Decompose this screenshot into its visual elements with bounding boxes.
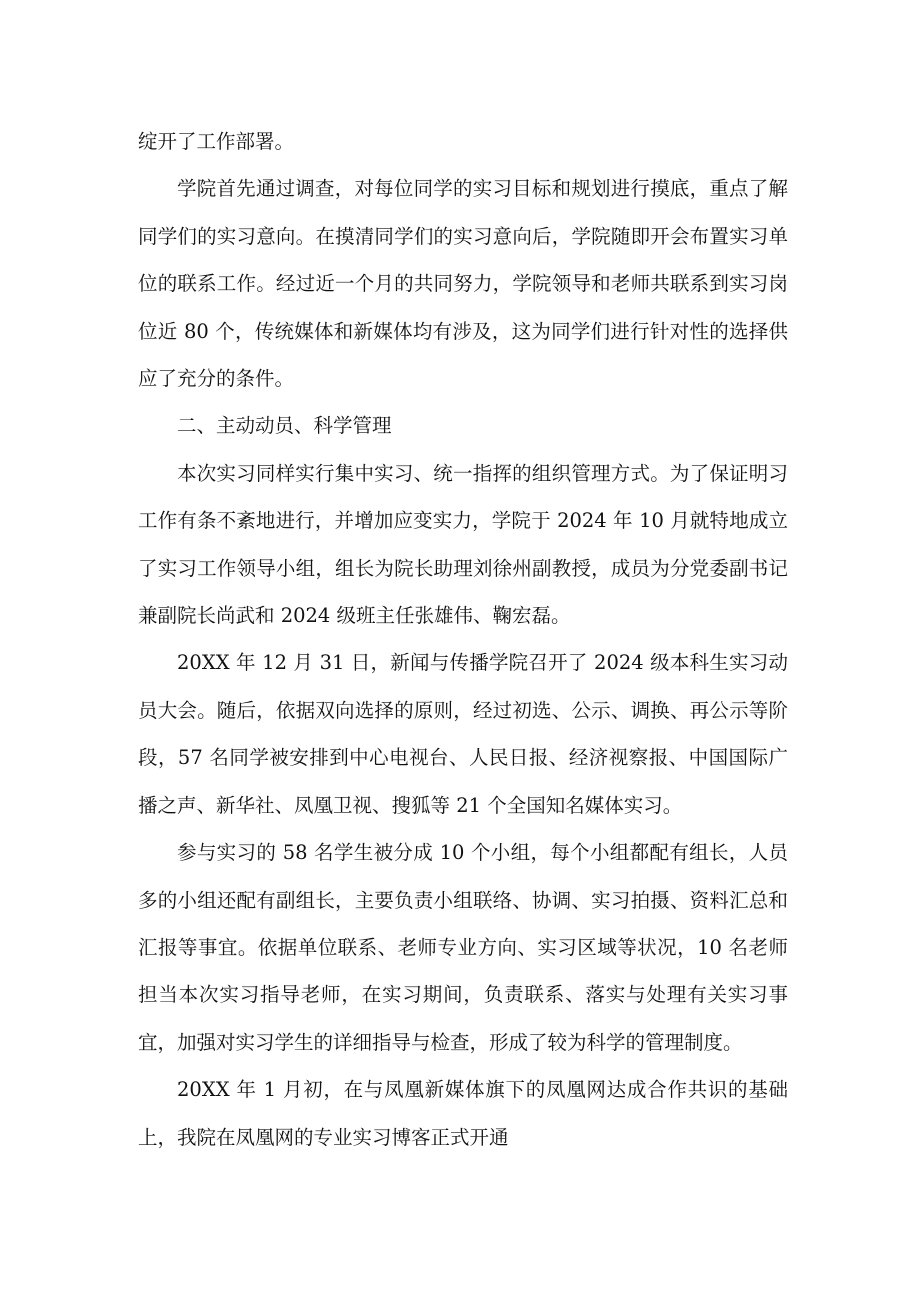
section-heading: 二、主动动员、科学管理 <box>177 414 392 438</box>
paragraph-management: 本次实习同样实行集中实习、统一指挥的组织管理方式。为了保证明习工作有条不紊地进行，并增加应变实力，学院于 2024 年 10 月就特地成立了实习工作领导小组，组长为院长助理刘徐州副教授，成员为分党委副书记兼副院长尚武和 2024 级班主任张雄伟、鞠宏磊。 <box>138 461 788 628</box>
paragraph-groups: 参与实习的 58 名学生被分成 10 个小组，每个小组都配有组长，人员多的小组还配有副组长，主要负责小组联络、协调、实习拍摄、资料汇总和汇报等事宜。依据单位联系、老师专业方向、实习区域等状况，10 名老师担当本次实习指导老师，在实习期间，负责联系、落实与处理有关实习事宜，加强对实习学生的详细指导与检查，形成了较为科学的管理制度。 <box>138 841 788 1054</box>
paragraph-mobilization: 20XX 年 12 月 31 日，新闻与传播学院召开了 2024 级本科生实习动员大会。随后，依据双向选择的原则，经过初选、公示、调换、再公示等阶段，57 名同学被安排到中心电视台、人民日报、经济视察报、中国国际广播之声、新华社、凤凰卫视、搜狐等 21 个全国知名媒体实习。 <box>138 651 788 817</box>
paragraph-survey: 学院首先通过调查，对每位同学的实习目标和规划进行摸底，重点了解同学们的实习意向。在摸清同学们的实习意向后，学院随即开会布置实习单位的联系工作。经过近一个月的共同努力，学院领导和老师共联系到实习岗位近 80 个，传统媒体和新媒体均有涉及，这为同学们进行针对性的选择供应了充分的条件。 <box>138 177 788 391</box>
paragraph-continuation: 绽开了工作部署。 <box>138 130 295 153</box>
document-body <box>138 118 788 1161</box>
paragraph-blog: 20XX 年 1 月初，在与凤凰新媒体旗下的凤凰网达成合作共识的基础上，我院在凤凰网的专业实习博客正式开通 <box>138 1078 788 1149</box>
